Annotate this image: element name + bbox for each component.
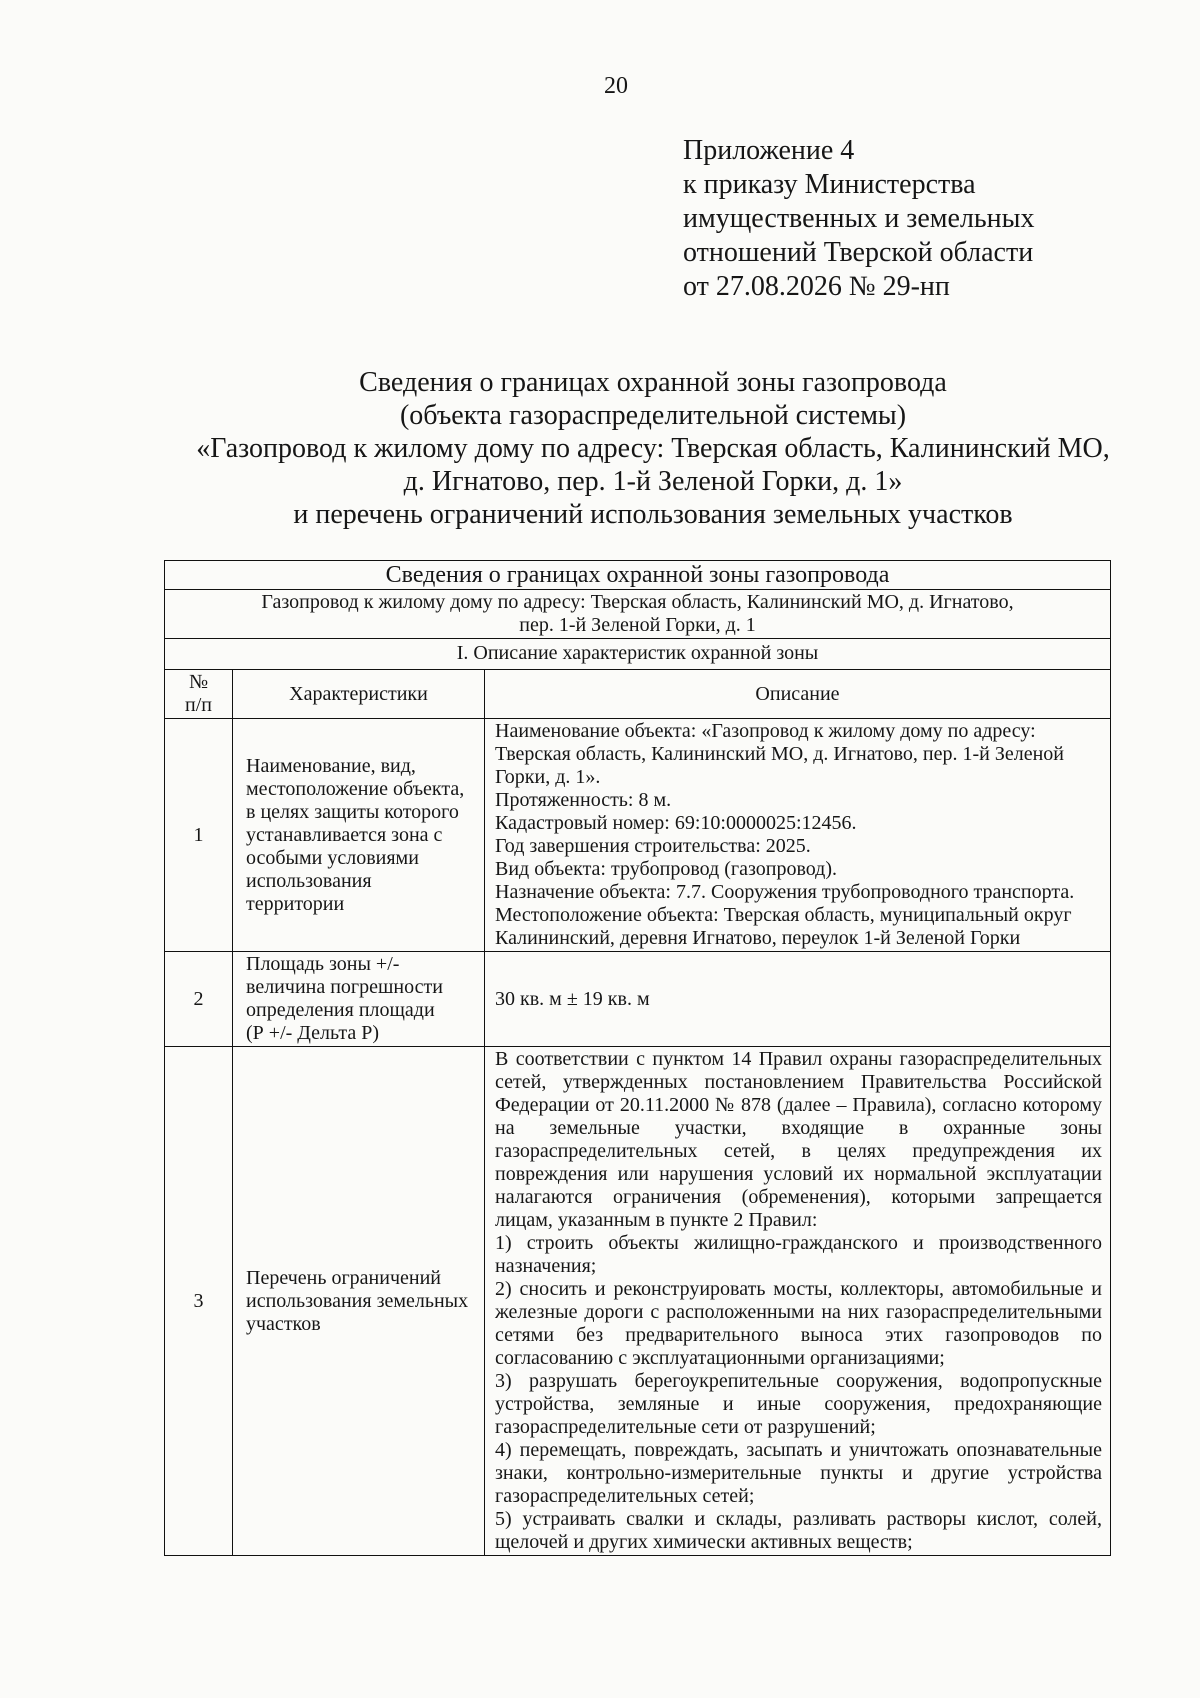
section-title: I. Описание характеристик охранной зоны (165, 639, 1111, 670)
description-paragraph: Местоположение объекта: Тверская область, муниципальный округ Калининский, деревня Игнатово, переулок 1-й Зеленой Горки (495, 904, 1072, 949)
description-paragraph: 3) разрушать берегоукрепительные сооружения, водопропускные устройства, земляные и иные сооружения, предохраняющие газораспределительные сети от разрушений; (495, 1370, 1102, 1438)
document-title: Сведения о границах охранной зоны газопровода (объекта газораспределительной системы) «Газопровод к жилому дому по адресу: Тверская область, Калининский МО, д. Игнатово, пер. 1-й Зеленой Горки, д. 1» и перечень ограничений использования земельных участков (196, 367, 1110, 530)
description-paragraph: 1) строить объекты жилищно-гражданского и производственного назначения; (495, 1232, 1102, 1277)
appendix-header: Приложение 4 к приказу Министерства имущественных и земельных отношений Тверской области от 27.08.2026 № 29-нп (683, 135, 1035, 302)
description-paragraph: Вид объекта: трубопровод (газопровод). (495, 858, 838, 880)
row-characteristic: Наименование, вид, местоположение объекта, в целях защиты которого устанавливается зона с особыми условиями использования территории (233, 719, 485, 952)
table-heading-row (165, 561, 1111, 590)
object-name: Газопровод к жилому дому по адресу: Тверская область, Калининский МО, д. Игнатово, пер. 1-й Зеленой Горки, д. 1 (165, 590, 1111, 639)
row-characteristic: Площадь зоны +/- величина погрешности определения площади (Р +/- Дельта Р) (233, 952, 485, 1047)
description-paragraph: 2) сносить и реконструировать мосты, коллекторы, автомобильные и железные дороги с расположенными на них газораспределительными сетями без предварительного выноса этих газопроводов по согласованию с эксплуатационными организациями; (495, 1278, 1102, 1369)
row-description (485, 1047, 1111, 1556)
description-paragraph: Наименование объекта: «Газопровод к жилому дому по адресу: Тверская область, Калининский МО, д. Игнатово, пер. 1-й Зеленой Горки, д. 1». (495, 720, 1064, 788)
description-paragraph: Год завершения строительства: 2025. (495, 835, 811, 857)
description-paragraph: 30 кв. м ± 19 кв. м (495, 987, 650, 1010)
object-name-row (165, 590, 1111, 639)
description-paragraph: 4) перемещать, повреждать, засыпать и уничтожать опознавательные знаки, контрольно-измерительные пункты и другие устройства газораспределительных сетей; (495, 1439, 1102, 1507)
row-description (485, 952, 1111, 1047)
table-heading: Сведения о границах охранной зоны газопровода (165, 561, 1111, 590)
zone-info-table (164, 560, 1111, 1556)
table-row (165, 1047, 1111, 1556)
row-number: 2 (165, 952, 233, 1047)
column-header-number: № п/п (165, 670, 233, 719)
description-paragraph: 5) устраивать свалки и склады, разливать растворы кислот, солей, щелочей и других химически активных веществ; (495, 1508, 1102, 1553)
column-header-characteristic: Характеристики (233, 670, 485, 719)
row-characteristic: Перечень ограничений использования земельных участков (233, 1047, 485, 1556)
row-number: 3 (165, 1047, 233, 1556)
table-row (165, 719, 1111, 952)
row-number: 1 (165, 719, 233, 952)
description-paragraph: В соответствии с пунктом 14 Правил охраны газораспределительных сетей, утвержденных постановлением Правительства Российской Федерации от 20.11.2000 № 878 (далее – Правила), согласно которому на земельные участки, входящие в охранные зоны газораспределительных сетей, в целях предупреждения их повреждения или нарушения условий их нормальной эксплуатации налагаются ограничения (обременения), которыми запрещается лицам, указанным в пункте 2 Правил: (495, 1048, 1102, 1231)
column-header-description: Описание (485, 670, 1111, 719)
description-paragraph: Кадастровый номер: 69:10:0000025:12456. (495, 812, 857, 834)
description-paragraph: Назначение объекта: 7.7. Сооружения трубопроводного транспорта. (495, 881, 1075, 903)
table-row (165, 952, 1111, 1047)
row-description (485, 719, 1111, 952)
description-paragraph: Протяженность: 8 м. (495, 789, 672, 811)
column-header-row (165, 670, 1111, 719)
section-title-row (165, 639, 1111, 670)
page-number: 20 (604, 73, 628, 99)
